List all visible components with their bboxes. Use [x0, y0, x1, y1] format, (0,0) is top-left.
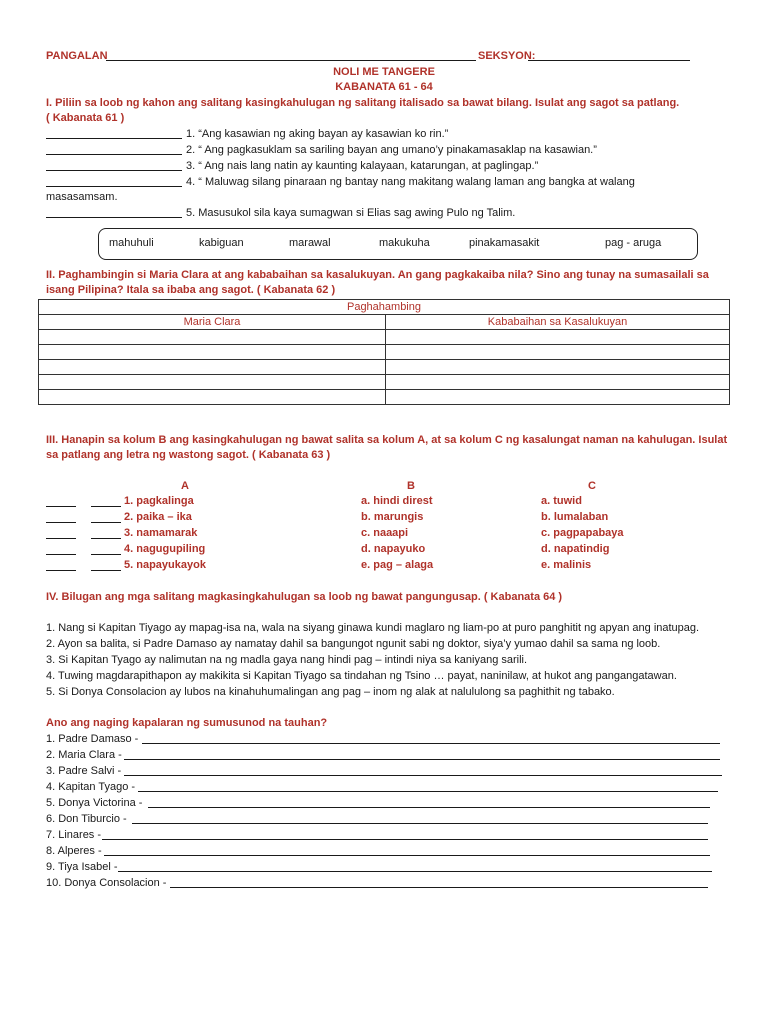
character-answer[interactable]: [138, 781, 718, 792]
table-cell[interactable]: [386, 330, 730, 345]
part2-instruction-1: II. Paghambingin si Maria Clara at ang kababaihan sa kasalukuyan. An gang pagkakaiba nila? Sino ang tunay na sumasailali sa: [46, 269, 709, 281]
antonym-answer[interactable]: [91, 496, 121, 507]
part1-item-4-cont: masasamsam.: [46, 191, 118, 203]
column-b-header: B: [407, 480, 415, 492]
table-cell[interactable]: [386, 345, 730, 360]
column-a-item: 4. nagugupiling: [124, 543, 206, 555]
table-cell[interactable]: [39, 330, 386, 345]
character-answer[interactable]: [102, 829, 708, 840]
section-label: SEKSYON:: [478, 50, 536, 62]
section-field[interactable]: [528, 50, 690, 61]
antonym-answer[interactable]: [91, 560, 121, 571]
synonym-answer[interactable]: [46, 544, 76, 555]
table-cell[interactable]: [39, 345, 386, 360]
part1-answer-1[interactable]: [46, 128, 182, 139]
part1-answer-3[interactable]: [46, 160, 182, 171]
table-cell[interactable]: [386, 390, 730, 405]
part1-answer-4[interactable]: [46, 176, 182, 187]
part1-item-2: 2. “ Ang pagkasuklam sa sariling bayan ang umano’y pinakamasaklap na kasawian.”: [186, 144, 597, 156]
part1-answer-2[interactable]: [46, 144, 182, 155]
character-label: 5. Donya Victorina -: [46, 797, 143, 809]
comparison-table: [38, 299, 730, 405]
character-label: 6. Don Tiburcio -: [46, 813, 127, 825]
column-b-item: b. marungis: [361, 511, 424, 523]
choice-word: pinakamasakit: [469, 237, 540, 249]
column-c-item: e. malinis: [541, 559, 592, 571]
name-field[interactable]: [106, 50, 476, 61]
antonym-answer[interactable]: [91, 544, 121, 555]
name-label: PANGALAN: [46, 50, 108, 62]
page-title: NOLI ME TANGERE: [333, 66, 435, 78]
column-c-item: b. lumalaban: [541, 511, 609, 523]
table-cell[interactable]: [386, 360, 730, 375]
part1-answer-5[interactable]: [46, 207, 182, 218]
character-answer[interactable]: [124, 765, 722, 776]
table-cell[interactable]: [39, 360, 386, 375]
column-c-item: d. napatindig: [541, 543, 610, 555]
choice-word: kabiguan: [199, 237, 244, 249]
part1-instruction: I. Piliin sa loob ng kahon ang salitang kasingkahulugan ng salitang italisado sa bawat bilang. Isulat ang sagot sa patlang.: [46, 97, 680, 109]
column-a-header: A: [181, 480, 189, 492]
character-answer[interactable]: [124, 749, 720, 760]
part1-item-4: 4. “ Maluwag silang pinaraan ng bantay nang makitang walang laman ang bangka at walang: [186, 176, 635, 188]
part3-instruction-2: sa patlang ang letra ng wastong sagot. ( Kabanata 63 ): [46, 449, 331, 461]
table-title: Paghahambing: [39, 300, 730, 315]
character-answer[interactable]: [148, 797, 710, 808]
character-label: 3. Padre Salvi -: [46, 765, 122, 777]
character-answer[interactable]: [142, 733, 720, 744]
character-label: 4. Kapitan Tyago -: [46, 781, 136, 793]
column-c-item: c. pagpapabaya: [541, 527, 624, 539]
column-b-item: a. hindi direst: [361, 495, 433, 507]
antonym-answer[interactable]: [91, 528, 121, 539]
part4-sentence: 4. Tuwing magdarapithapon ay makikita si Kapitan Tiyago sa tindahan ng Tsino … payat, naninilaw, at hukot ang pangangatawan.: [46, 670, 677, 682]
column-b-item: e. pag – alaga: [361, 559, 434, 571]
table-cell[interactable]: [39, 390, 386, 405]
column-a-item: 2. paika – ika: [124, 511, 192, 523]
synonym-answer[interactable]: [46, 528, 76, 539]
part4-instruction: IV. Bilugan ang mga salitang magkasingkahulugan sa loob ng bawat pangungusap. ( Kabanata 64 ): [46, 591, 563, 603]
part2-instruction-2: isang Pilipina? Itala sa ibaba ang sagot. ( Kabanata 62 ): [46, 284, 336, 296]
column-c-header: C: [588, 480, 596, 492]
character-label: 7. Linares -: [46, 829, 102, 841]
table-cell[interactable]: [39, 375, 386, 390]
part3-instruction-1: III. Hanapin sa kolum B ang kasingkahulugan ng bawat salita sa kolum A, at sa kolum C ng kasalungat naman na kahulugan. Isulat: [46, 434, 728, 446]
table-header-maria-clara: Maria Clara: [39, 315, 386, 330]
synonym-answer[interactable]: [46, 496, 76, 507]
part1-item-3: 3. “ Ang nais lang natin ay kaunting kalayaan, katarungan, at paglingap.”: [186, 160, 539, 172]
table-header-kababaihan: Kababaihan sa Kasalukuyan: [386, 315, 730, 330]
character-answer[interactable]: [132, 813, 708, 824]
character-label: 2. Maria Clara -: [46, 749, 122, 761]
character-answer[interactable]: [170, 877, 708, 888]
column-b-item: d. napayuko: [361, 543, 426, 555]
character-label: 10. Donya Consolacion -: [46, 877, 167, 889]
part1-item-5: 5. Masusukol sila kaya sumagwan si Elias sag awing Pulo ng Talim.: [186, 207, 516, 219]
choice-word: makukuha: [379, 237, 430, 249]
part4-sentence: 3. Si Kapitan Tyago ay nalimutan na ng madla gaya nang hindi pag – intindi niya sa kaniyang sarili.: [46, 654, 528, 666]
choice-word: mahuhuli: [109, 237, 154, 249]
character-answer[interactable]: [118, 861, 712, 872]
part1-item-1: 1. “Ang kasawian ng aking bayan ay kasawian ko rin.”: [186, 128, 449, 140]
part4-sentence: 5. Si Donya Consolacion ay lubos na kinahuhumalingan ang pag – inom ng alak at nalululong sa paghithit ng tabako.: [46, 686, 615, 698]
part1-chapter: ( Kabanata 61 ): [46, 112, 125, 124]
part5-question: Ano ang naging kapalaran ng sumusunod na tauhan?: [46, 717, 328, 729]
character-label: 1. Padre Damaso -: [46, 733, 139, 745]
column-a-item: 1. pagkalinga: [124, 495, 194, 507]
character-label: 8. Alperes -: [46, 845, 102, 857]
antonym-answer[interactable]: [91, 512, 121, 523]
column-a-item: 5. napayukayok: [124, 559, 206, 571]
part4-sentence: 1. Nang si Kapitan Tiyago ay mapag-isa na, wala na siyang ginawa kundi maglaro ng liam-po at puro panghitit ng apyan ang inatupag.: [46, 622, 700, 634]
column-a-item: 3. namamarak: [124, 527, 198, 539]
table-cell[interactable]: [386, 375, 730, 390]
character-answer[interactable]: [104, 845, 710, 856]
column-c-item: a. tuwid: [541, 495, 582, 507]
choice-word: marawal: [289, 237, 331, 249]
synonym-answer[interactable]: [46, 560, 76, 571]
synonym-answer[interactable]: [46, 512, 76, 523]
chapter-range: KABANATA 61 - 64: [335, 81, 433, 93]
part4-sentence: 2. Ayon sa balita, si Padre Damaso ay namatay dahil sa bangungot ngunit sabi ng doktor, siya’y yumao dahil sa sama ng loob.: [46, 638, 661, 650]
column-b-item: c. naaapi: [361, 527, 409, 539]
word-choice-box: [98, 228, 698, 260]
character-label: 9. Tiya Isabel -: [46, 861, 118, 873]
choice-word: pag - aruga: [605, 237, 662, 249]
